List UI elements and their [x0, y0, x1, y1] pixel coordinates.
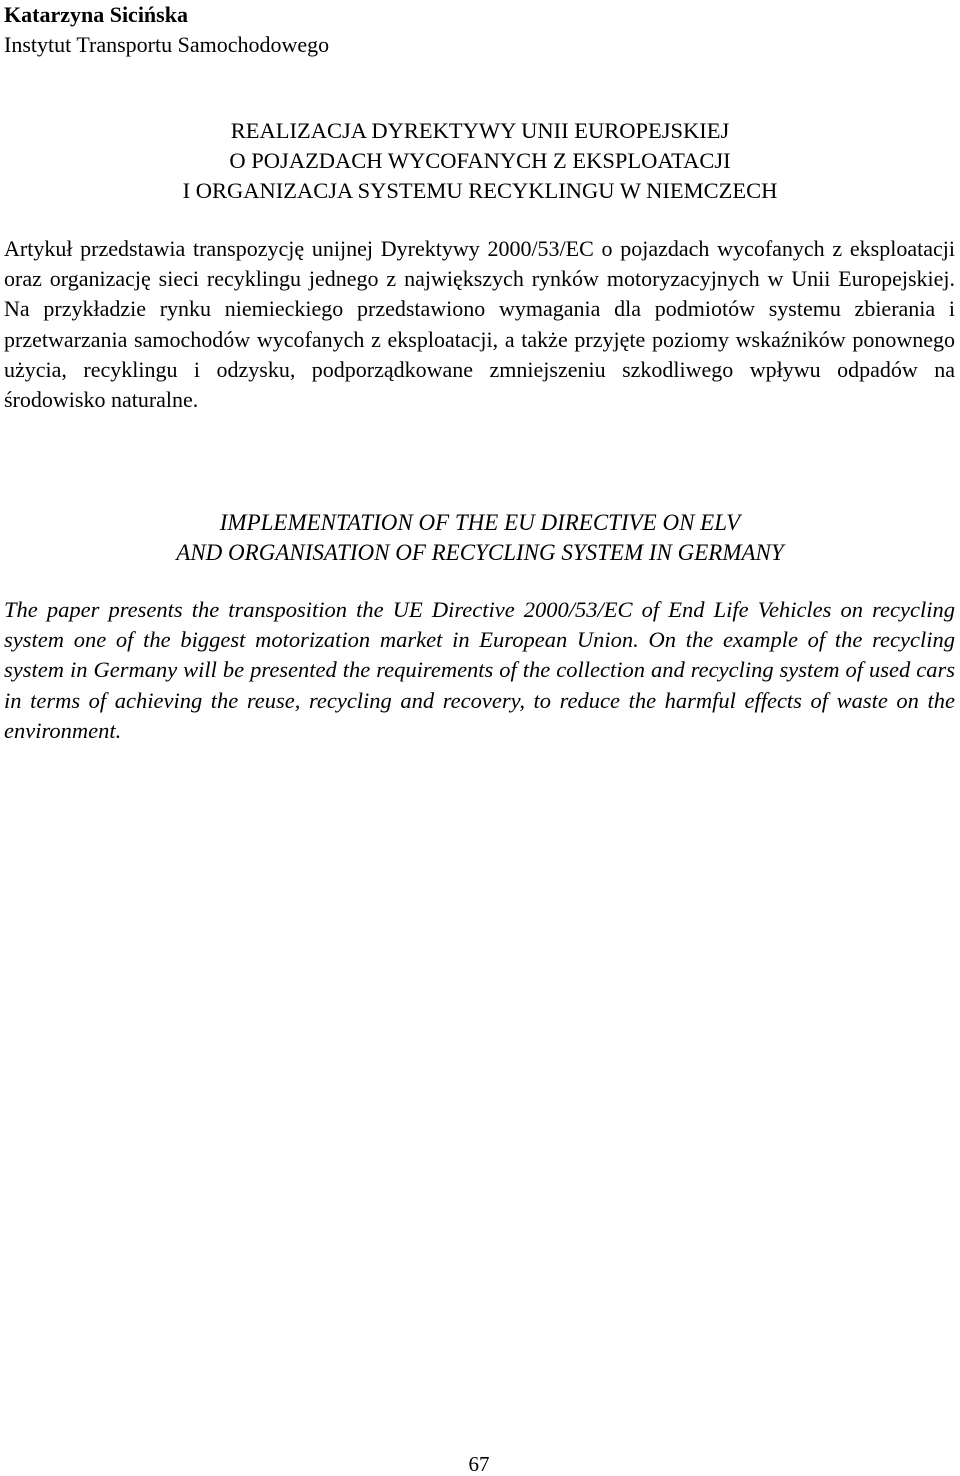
polish-title-line-3: I ORGANIZACJA SYSTEMU RECYKLINGU W NIEMCZECH — [182, 178, 778, 203]
polish-title-line-2: O POJAZDACH WYCOFANYCH Z EKSPLOATACJI — [229, 148, 731, 173]
english-title — [0, 508, 960, 568]
page-number: 67 — [468, 1452, 490, 1476]
polish-abstract: Artykuł przedstawia transpozycję unijnej Dyrektywy 2000/53/EC o pojazdach wycofanych z eksploatacji oraz organizację sieci recyklingu jednego z największych rynków motoryzacyjnych w Unii Europejskiej. Na przykładzie rynku niemieckiego przedstawiono wymagania dla podmiotów systemu zbierania i przetwarzania samochodów wycofanych z eksploatacji, a także przyjęte poziomy wskaźników ponownego użycia, recyklingu i odzysku, podporządkowane zmniejszeniu szkodliwego wpływu odpadów na środowisko naturalne. — [4, 236, 955, 413]
author-name: Katarzyna Sicińska — [4, 2, 188, 27]
english-title-line-2: AND ORGANISATION OF RECYCLING SYSTEM IN GERMANY — [176, 540, 784, 565]
polish-title — [0, 116, 960, 206]
english-abstract: The paper presents the transposition the UE Directive 2000/53/EC of End Life Vehicles on recycling system one of the biggest motorization market in European Union. On the example of the recycling system in Germany will be presented the requirements of the collection and recycling system of used cars in terms of achieving the reuse, recycling and recovery, to reduce the harmful effects of waste on the environment. — [4, 597, 955, 743]
author-affiliation: Instytut Transportu Samochodowego — [4, 32, 330, 57]
polish-title-line-1: REALIZACJA DYREKTYWY UNII EUROPEJSKIEJ — [230, 118, 730, 143]
author-block — [4, 0, 329, 60]
english-title-line-1: IMPLEMENTATION OF THE EU DIRECTIVE ON ELV — [219, 510, 741, 535]
